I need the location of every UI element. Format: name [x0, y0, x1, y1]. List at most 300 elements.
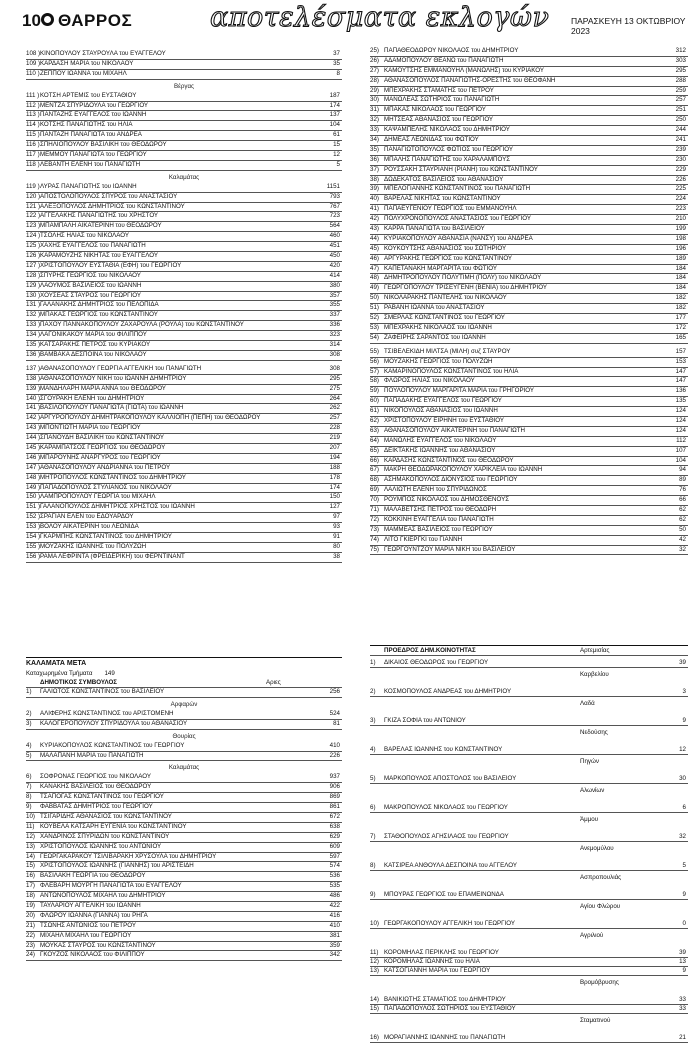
candidate-name: ΠΑΠΑΘΕΟΔΩΡΟΥ ΝΙΚΟΛΑΟΣ του ΔΗΜΗΤΡΙΟΥ — [384, 47, 519, 54]
vote-count: 906 — [329, 783, 340, 791]
candidate-name: ΛΑΓΟΝΙΚΑΚΟΥ ΜΑΡΙΑ του ΦΙΛΙΠΠΟΥ — [40, 331, 147, 339]
rank-number: 28) — [370, 76, 379, 84]
rank-number: 8) — [26, 793, 32, 801]
header-office: ΠΡΟΕΔΡΟΣ ΔΗΜ.ΚΟΙΝΟΤΗΤΑΣ — [384, 647, 476, 654]
candidate-row — [370, 116, 688, 126]
candidate-name: ΜΠΟΥΡΑΣ ΓΕΩΡΓΙΟΣ του ΕΠΑΜΕΙΝΩΝΔΑ — [384, 891, 504, 898]
rank-number: 126 ) — [26, 252, 41, 260]
kalamata-meta-results — [26, 657, 342, 961]
vote-count: 410 — [329, 741, 340, 749]
rank-number: 30) — [370, 96, 379, 104]
candidate-row — [370, 156, 688, 166]
candidate-row — [26, 262, 342, 272]
candidate-name: ΝΙΚΟΛΑΡΑΚΗΣ ΠΑΝΤΕΛΗΣ του ΝΙΚΟΛΑΟΥ — [384, 294, 507, 302]
rank-number: 43) — [370, 225, 379, 233]
vote-count: 13 — [679, 958, 686, 965]
candidate-row — [370, 185, 688, 195]
candidate-name: ΛΙΤΟ ΓΚΙΕΡΓΚΙ του ΓΙΑΝΝΗ — [384, 535, 463, 543]
candidate-row — [370, 87, 688, 97]
candidate-row — [370, 294, 688, 304]
vote-count: 359 — [329, 941, 340, 949]
candidate-name: ΓΑΛΑΝΟΠΟΥΛΟΣ ΔΗΜΗΤΡΙΟΣ ΧΡΗΣΤΟΣ του ΙΩΑΝΝΗ — [40, 503, 195, 511]
candidate-name: ΒΑΡΕΛΑΣ ΙΩΑΝΝΗΣ του ΚΩΝΣΤΑΝΤΙΝΟΥ — [384, 746, 503, 753]
candidate-name: ΧΟΥΣΕΑΣ ΣΤΑΥΡΟΣ του ΓΕΩΡΓΙΟΥ — [40, 291, 141, 299]
candidate-name: ΜΠΑΜΠΑΛΗ ΑΙΚΑΤΕΡΙΝΗ του ΘΕΟΔΩΡΟΥ — [40, 222, 162, 230]
vote-count: 257 — [675, 96, 686, 104]
vote-count: 184 — [675, 264, 686, 272]
rank-number: 7) — [26, 783, 32, 791]
rank-number: 6) — [370, 804, 376, 811]
rank-number: 27) — [370, 66, 379, 74]
candidate-name: ΣΜΕΡΛΑΣ ΚΩΝΣΤΑΝΤΙΝΟΣ του ΓΕΩΡΓΙΟΥ — [384, 314, 505, 322]
candidate-row — [370, 126, 688, 136]
candidate-row — [370, 176, 688, 186]
vote-count: 597 — [329, 852, 340, 860]
rank-number: 148 ) — [26, 473, 41, 481]
vote-count: 104 — [329, 121, 340, 129]
candidate-name: ΣΡΑΓΙΑΝ ΕΛΕΝ του ΕΔΟΥΑΡΔΟΥ — [40, 513, 134, 521]
vote-count: 33 — [679, 1005, 686, 1012]
candidate-row — [370, 437, 688, 447]
candidate-name: ΔΕΙΚΤΑΚΗΣ ΙΩΑΝΝΗΣ του ΑΘΑΝΑΣΙΟΥ — [384, 446, 496, 454]
candidate-name: ΚΟΤΣΗΣ ΠΑΝΑΓΙΩΤΗΣ του ΗΛΙΑ — [40, 121, 133, 129]
vote-count: 244 — [675, 126, 686, 134]
vote-count: 336 — [329, 321, 340, 329]
header-place: Αριες — [266, 679, 281, 686]
vote-count: 303 — [675, 56, 686, 64]
rank-number: 114 ) — [26, 121, 40, 129]
section-title: αποτελέσματα εκλογών — [210, 2, 550, 33]
candidate-row — [26, 341, 342, 351]
candidate-name: ΡΟΥΜΠΟΣ ΝΙΚΟΛΑΟΣ του ΔΗΜΟΣΘΕΝΟΥΣ — [384, 496, 510, 504]
rank-number: 35) — [370, 145, 379, 153]
rank-number: 154 ) — [26, 532, 41, 540]
candidate-name: ΚΑΤΣΙΡΕΑ ΑΝΘΟΥΛΑ ΔΕΣΠΟΙΝΑ του ΑΓΓΕΛΟΥ — [384, 862, 517, 869]
vote-count: 256 — [329, 688, 340, 695]
candidate-name: ΡΑΜΑ ΛΕΦΡΙΝΤΑ (ΦΡΕΙΔΕΡΙΚΗ) του ΦΕΡΝΤΙΝΑΝΤ — [40, 552, 185, 560]
vote-count: 187 — [329, 91, 340, 99]
vote-count: 486 — [329, 892, 340, 900]
vote-count: 312 — [675, 47, 686, 54]
registered-value: 149 — [104, 670, 115, 677]
rank-number: 60) — [370, 397, 379, 405]
rank-number: 29) — [370, 86, 379, 94]
candidate-name: ΒΑΡΕΛΑΣ ΝΙΚΗΤΑΣ του ΚΩΝΣΤΑΝΤΙΝΟΥ — [384, 195, 501, 203]
candidate-name: ΔΗΜΗΤΡΟΠΟΥΛΟΥ ΠΟΛΥΤΙΜΗ (ΠΟΛΥ) του ΝΙΚΟΛΑΟΥ — [384, 274, 542, 282]
candidate-name: ΧΡΙΣΤΟΠΟΥΛΟΥ ΕΙΡΗΝΗ του ΕΥΣΤΑΘΙΟΥ — [384, 416, 505, 424]
candidate-row — [26, 222, 342, 232]
candidate-row — [26, 102, 342, 112]
vote-count: 91 — [333, 532, 340, 540]
candidate-name: ΦΑΒΒΑΤΑΣ ΔΗΜΗΤΡΙΟΣ του ΓΕΩΡΓΙΟΥ — [40, 803, 153, 811]
rank-number: 11) — [370, 949, 379, 956]
candidate-row — [26, 720, 342, 730]
vote-count: 21 — [679, 1034, 686, 1041]
candidate-name: ΜΑΝΩΛΕΑΣ ΣΩΤΗΡΙΟΣ του ΠΑΝΑΓΙΩΤΗ — [384, 96, 500, 104]
candidate-name: ΜΕΝΤΖΑ ΣΠΥΡΙΔΟΥΛΑ του ΓΕΩΡΓΙΟΥ — [40, 101, 149, 109]
candidate-name: ΠΑΝΤΑΖΗ ΠΑΝΑΓΙΩΤΑ του ΑΝΔΡΕΑ — [40, 131, 142, 139]
candidate-name: ΦΛΕΒΑΡΗ ΜΟΥΡΓΗ ΠΑΝΑΓΙΩΤΑ του ΕΥΑΓΓΕΛΟΥ — [40, 882, 182, 890]
candidate-name: ΓΑΛΙΩΤΟΣ ΚΩΝΣΤΑΝΤΙΝΟΣ του ΒΑΣΙΛΕΙΟΥ — [40, 688, 165, 695]
rank-number: 1) — [370, 659, 376, 666]
candidate-name: ΠΑΠΑΔΟΠΟΥΛΟΣ ΣΩΤΗΡΙΟΣ του ΕΥΣΤΑΘΙΟΥ — [384, 1005, 516, 1012]
candidate-row — [26, 484, 342, 494]
candidate-name: ΜΑΛΑΠΑΝΗ ΜΑΡΙΑ του ΠΑΝΑΓΙΩΤΗ — [40, 751, 144, 759]
candidate-row — [26, 232, 342, 242]
place-heading: Νεδούσης — [580, 729, 608, 736]
candidate-row — [26, 843, 342, 853]
vote-count: 93 — [333, 523, 340, 531]
candidate-name: ΓΚΑΡΜΠΗΣ ΚΩΝΣΤΑΝΤΙΝΟΣ του ΔΗΜΗΤΡΙΟΥ — [40, 532, 172, 540]
candidate-name: ΧΑΧΗΣ ΕΥΑΓΓΕΛΟΣ του ΠΑΝΑΓΙΩΤΗ — [40, 242, 146, 250]
candidate-row — [26, 434, 342, 444]
rank-number: 123 ) — [26, 222, 41, 230]
candidate-name: ΧΑΝΔΡΙΝΟΣ ΣΠΥΡΙΔΩΝ του ΚΩΝΣΤΑΝΤΙΝΟΥ — [40, 832, 170, 840]
rank-number: 143 ) — [26, 424, 41, 432]
rank-number: 19) — [26, 902, 35, 910]
vote-count: 89 — [679, 476, 686, 484]
vote-count: 137 — [329, 111, 340, 119]
rank-number: 116 ) — [26, 141, 40, 149]
vote-count: 182 — [675, 304, 686, 312]
candidate-row — [26, 533, 342, 543]
rank-number: 74) — [370, 535, 379, 543]
vote-count: 250 — [675, 116, 686, 124]
rank-number: 59) — [370, 387, 379, 395]
vote-count: 723 — [329, 212, 340, 220]
rank-number: 131 ) — [26, 301, 41, 309]
rank-number: 122 ) — [26, 212, 41, 220]
president-row — [370, 755, 688, 784]
vote-count: 199 — [675, 225, 686, 233]
candidate-row — [26, 365, 342, 375]
rank-number: 15) — [370, 1005, 379, 1012]
vote-count: 416 — [329, 911, 340, 919]
vote-count: 188 — [329, 463, 340, 471]
president-row — [370, 1005, 688, 1014]
president-row — [370, 967, 688, 976]
vote-count: 174 — [329, 101, 340, 109]
vote-count: 12 — [679, 746, 686, 753]
rank-number: 69) — [370, 486, 379, 494]
candidate-name: ΑΡΓΥΡΑΚΗΣ ΓΕΩΡΓΙΟΣ του ΚΩΝΣΤΑΝΤΙΝΟΥ — [384, 254, 513, 262]
vote-count: 288 — [675, 76, 686, 84]
vote-count: 228 — [329, 424, 340, 432]
candidate-row — [26, 783, 342, 793]
candidate-row — [370, 205, 688, 215]
president-row — [370, 958, 688, 967]
rank-number: 140 ) — [26, 394, 41, 402]
vote-count: 5 — [336, 160, 340, 168]
candidate-row — [26, 203, 342, 213]
candidate-row — [26, 688, 342, 698]
candidate-name: ΜΗΤΣΕΑΣ ΑΘΑΝΑΣΙΟΣ του ΓΕΩΡΓΙΟΥ — [384, 116, 494, 124]
candidate-name: ΚΟΣΜΟΠΟΥΛΟΣ ΑΝΔΡΕΑΣ του ΔΗΜΗΤΡΙΟΥ — [384, 688, 512, 695]
rank-number: 10) — [26, 813, 35, 821]
rank-number: 118 ) — [26, 160, 40, 168]
vote-count: 342 — [329, 951, 340, 959]
president-row — [370, 697, 688, 726]
candidate-row — [26, 951, 342, 961]
rank-number: 1) — [26, 688, 32, 695]
vote-count: 295 — [329, 374, 340, 382]
candidate-row — [26, 111, 342, 121]
candidate-name: ΜΠΑΛΗΣ ΠΑΝΑΓΙΩΤΗΣ του ΧΑΡΑΛΑΜΠΟΥΣ — [384, 155, 511, 163]
vote-count: 81 — [333, 719, 340, 727]
candidate-row — [26, 424, 342, 434]
rank-number: 11) — [26, 822, 35, 830]
rank-number: 17) — [26, 882, 35, 890]
candidate-name: ΛΑΛΙΩΤΗ ΕΛΕΝΗ του ΣΠΥΡΙΔΩΝΟΣ — [384, 486, 487, 494]
rank-number: 111 ) — [26, 91, 40, 99]
rank-number: 142 ) — [26, 414, 41, 422]
candidate-row — [370, 255, 688, 265]
candidate-row — [370, 146, 688, 156]
rank-number: 14) — [370, 996, 379, 1003]
rank-number: 139 ) — [26, 384, 41, 392]
candidate-row — [370, 516, 688, 526]
candidate-name: ΑΡΓΥΡΟΠΟΥΛΟΥ ΔΗΜΗΤΡΑΚΟΠΟΥΛΟΥ ΚΑΛΛΙΟΠΗ (ΠΕΠΗ) του ΘΕΟΔΩΡΟΥ — [40, 414, 261, 422]
header-place: Αρτεμισίας — [580, 647, 610, 654]
candidate-row — [370, 284, 688, 294]
vote-count: 147 — [675, 367, 686, 375]
candidate-name: ΑΘΑΝΑΣΟΠΟΥΛΟΥ ΑΙΚΑΤΕΡΙΝΗ του ΠΑΝΑΓΙΩΤΗ — [384, 426, 525, 434]
candidate-name: ΤΣΟΛΗΣ ΗΛΙΑΣ του ΝΙΚΟΛΑΟΥ — [40, 232, 130, 240]
vote-count: 460 — [329, 232, 340, 240]
table-header — [370, 645, 688, 656]
candidate-row — [370, 536, 688, 546]
vote-count: 153 — [675, 357, 686, 365]
vote-count: 226 — [329, 751, 340, 759]
candidate-name: ΚΑΤΣΟΓΙΑΝΝΗ ΜΑΡΙΑ του ΓΕΩΡΓΙΟΥ — [384, 967, 491, 974]
candidate-row — [370, 215, 688, 225]
place-heading: Καλαμάτας — [168, 173, 200, 181]
candidate-name: ΜΟΥΖΑΚΗΣ ΓΕΩΡΓΙΟΣ του ΠΟΛΥΖΩΗ — [384, 357, 493, 365]
candidate-name: ΓΕΩΡΓΑΚΑΡΑΚΟΥ ΤΣΙΛΙΒΑΡΑΚΗ ΧΡΥΣΟΥΛΑ του ΔΗΜΗΤΡΙΟΥ — [40, 852, 217, 860]
rank-number: 108 ) — [26, 50, 41, 57]
vote-count: 174 — [329, 483, 340, 491]
vote-count: 30 — [679, 775, 686, 782]
vote-count: 3 — [682, 688, 686, 695]
vote-count: 66 — [679, 496, 686, 504]
candidate-row — [370, 324, 688, 334]
rank-number: 146 ) — [26, 453, 41, 461]
vote-count: 150 — [329, 493, 340, 501]
candidate-name: ΤΣΙΓΑΡΙΔΗΣ ΑΘΑΝΑΣΙΟΣ του ΚΩΝΣΤΑΝΤΙΝΟΥ — [40, 813, 172, 821]
candidate-row — [26, 892, 342, 902]
rank-number: 121 ) — [26, 202, 41, 210]
rank-number: 16) — [370, 1034, 379, 1041]
candidate-name: ΠΑΠΑΕΥΓΕΝΙΟΥ ΓΕΩΡΓΙΟΣ του ΕΜΜΑΝΟΥΗΛ — [384, 205, 517, 213]
candidate-row — [26, 151, 342, 161]
candidate-name: ΠΟΛΥΧΡΟΝΟΠΟΥΛΟΣ ΑΝΑΣΤΑΣΙΟΣ του ΓΕΩΡΓΙΟΥ — [384, 215, 532, 223]
vote-count: 124 — [675, 426, 686, 434]
vote-count: 182 — [675, 294, 686, 302]
candidate-row — [26, 474, 342, 484]
rank-number: 14) — [26, 852, 35, 860]
candidate-row — [370, 506, 688, 516]
candidate-name: ΡΑΒΑΝΗ ΙΩΑΝΝΑ του ΑΝΑΣΤΑΣΙΟΥ — [384, 304, 485, 312]
place-heading: Άμμου — [580, 816, 599, 823]
candidate-row — [26, 141, 342, 151]
rank-number: 110 ) — [26, 69, 40, 77]
candidate-row — [26, 131, 342, 141]
vote-count: 8 — [336, 69, 340, 77]
rank-number: 155 ) — [26, 542, 41, 550]
candidate-row — [370, 427, 688, 437]
rank-number: 13) — [26, 842, 35, 850]
vote-count: 869 — [329, 793, 340, 801]
rank-number: 151 ) — [26, 503, 41, 511]
candidate-name: ΜΠΕΧΡΑΚΗΣ ΣΤΑΜΑΤΗΣ του ΠΕΤΡΟΥ — [384, 86, 494, 94]
rank-number: 112 ) — [26, 101, 40, 109]
candidate-name: ΠΑΝΑΓΙΩΤΟΠΟΥΛΟΣ ΦΩΤΙΟΣ του ΓΕΩΡΓΙΟΥ — [384, 145, 514, 153]
rank-number: 7) — [370, 833, 376, 840]
rank-number: 120 ) — [26, 192, 41, 200]
vote-count: 223 — [675, 205, 686, 213]
candidate-row — [26, 375, 342, 385]
candidate-row — [370, 397, 688, 407]
vote-count: 257 — [329, 414, 340, 422]
vote-count: 251 — [675, 106, 686, 114]
vote-count: 76 — [679, 486, 686, 494]
vote-count: 33 — [679, 996, 686, 1003]
candidate-name: ΠΑΧΟΥ ΠΑΝΝΑΚΟΠΟΥΛΟΥ ΖΑΧΑΡΟΥΛΑ (ΡΟΥΛΑ) του ΚΩΝΣΤΑΝΤΙΝΟΥ — [40, 321, 244, 329]
rank-number: 53) — [370, 323, 379, 331]
candidate-row — [370, 417, 688, 427]
candidate-row — [370, 334, 688, 344]
place-heading: Ασπροπουλιάς — [580, 874, 622, 881]
rank-number: 48) — [370, 274, 379, 282]
candidate-name: ΚΥΡΙΑΚΟΠΟΥΛΟΣ ΚΩΝΣΤΑΝΤΙΝΟΣ του ΓΕΩΡΓΙΟΥ — [40, 741, 185, 749]
place-heading: Αρφαρών — [170, 700, 198, 708]
candidate-name: ΜΑΜΜΕΑΣ ΒΑΣΙΛΕΙΟΣ του ΓΕΩΡΓΙΟΥ — [384, 525, 493, 533]
candidate-row — [26, 92, 342, 102]
candidate-name: ΤΣΙΒΕΛΕΚΙΔΗ ΜΙΛΤΣΑ (ΜΙΛΗ) συζ ΣΤΑΥΡΟΥ — [384, 347, 511, 355]
rank-number: 18) — [26, 892, 35, 900]
place-heading: Βρομόβρυσης — [580, 979, 619, 986]
vote-count: 184 — [675, 284, 686, 292]
candidate-row — [26, 70, 342, 80]
candidate-name: ΜΠΑΡΟΥΝΗΣ ΑΝΑΡΓΥΡΟΣ του ΓΕΩΡΓΙΟΥ — [40, 453, 161, 461]
candidate-row — [370, 348, 688, 358]
candidate-name: ΜΑΝΔΗΛΑΡΗ ΜΑΡΙΑ ΑΝΝΑ του ΘΕΟΔΩΡΟΥ — [40, 384, 166, 392]
candidate-row — [370, 526, 688, 536]
vote-count: 629 — [329, 832, 340, 840]
vote-count: 147 — [675, 377, 686, 385]
candidate-row — [26, 902, 342, 912]
candidate-name: ΜΑΝΩΛΗΣ ΕΥΑΓΓΕΛΟΣ του ΝΙΚΟΛΑΟΥ — [384, 436, 497, 444]
vote-count: 62 — [679, 505, 686, 513]
vote-count: 262 — [329, 404, 340, 412]
rank-number: 58) — [370, 377, 379, 385]
vote-count: 241 — [675, 136, 686, 144]
candidate-name: ΜΑΛΑΒΕΤΣΗΣ ΠΕΤΡΟΣ του ΘΕΟΔΩΡΗ — [384, 505, 497, 513]
candidate-name: ΝΙΚΟΠΟΥΛΟΣ ΑΘΑΝΑΣΙΟΣ του ΙΩΑΝΝΗ — [384, 407, 498, 415]
vote-count: 15 — [333, 141, 340, 149]
rank-number: 32) — [370, 116, 379, 124]
candidate-row — [26, 444, 342, 454]
vote-count: 165 — [675, 333, 686, 341]
rank-number: 12) — [26, 832, 35, 840]
place-heading: Αγριλιού — [580, 932, 604, 939]
vote-count: 314 — [329, 341, 340, 349]
candidate-row — [26, 121, 342, 131]
vote-count: 107 — [675, 446, 686, 454]
candidate-row — [370, 486, 688, 496]
rank-number: 135 ) — [26, 341, 41, 349]
rank-number: 149 ) — [26, 483, 41, 491]
candidate-name: ΣΠΑΝΟΥΔΗ ΒΑΣΙΛΙΚΗ του ΚΩΝΣΤΑΝΤΙΝΟΥ — [40, 434, 165, 442]
vote-count: 224 — [675, 195, 686, 203]
vote-count: 194 — [329, 453, 340, 461]
candidate-name: ΚΑΡΑΜΟΥΖΗΣ ΝΙΚΗΤΑΣ του ΕΥΑΓΓΕΛΟΥ — [40, 252, 159, 260]
vote-count: 450 — [329, 252, 340, 260]
vote-count: 9 — [682, 891, 686, 898]
rank-number: 55) — [370, 347, 379, 355]
candidate-name: ΚΑΛΟΓΕΡΟΠΟΥΛΟΥ ΣΠΥΡΙΔΟΥΛΑ του ΑΘΑΝΑΣΙΟΥ — [40, 719, 188, 727]
vote-count: 323 — [329, 331, 340, 339]
rank-number: 10) — [370, 920, 379, 927]
left-column-results — [26, 50, 342, 563]
candidate-row — [26, 922, 342, 932]
rank-number: 39) — [370, 185, 379, 193]
president-row — [370, 726, 688, 755]
candidate-name: ΚΑΡΔΑΣΗΣ ΚΩΝΣΤΑΝΤΙΝΟΣ του ΘΕΟΔΩΡΟΥ — [384, 456, 514, 464]
rank-number: 70) — [370, 496, 379, 504]
place-heading: Λαδά — [580, 700, 595, 707]
community-president-results — [370, 645, 688, 1043]
candidate-row — [370, 304, 688, 314]
vote-count: 184 — [675, 274, 686, 282]
place-heading: Ανεμομύλου — [580, 845, 614, 852]
candidate-name: ΑΣΗΜΑΚΟΠΟΥΛΟΣ ΔΙΟΝΥΣΙΟΣ του ΓΕΩΡΓΙΟΥ — [384, 476, 518, 484]
vote-count: 259 — [675, 86, 686, 94]
rank-number: 72) — [370, 515, 379, 523]
rank-number: 2) — [370, 688, 376, 695]
rank-number: 41) — [370, 205, 379, 213]
rank-number: 132 ) — [26, 311, 41, 319]
candidate-row — [26, 464, 342, 474]
candidate-name: ΑΓΓΕΛΑΚΗΣ ΠΑΝΑΓΙΩΤΗΣ του ΧΡΗΣΤΟΥ — [40, 212, 159, 220]
candidate-name: ΚΑΡΔΑΣΗ ΜΑΡΙΑ του ΝΙΚΟΛΑΟΥ — [40, 59, 134, 67]
vote-count: 308 — [329, 350, 340, 358]
president-row — [370, 813, 688, 842]
candidate-row — [370, 358, 688, 368]
rank-number: 5) — [26, 751, 32, 759]
vote-count: 524 — [329, 709, 340, 717]
candidate-name: ΣΠΥΡΗΣ ΓΕΩΡΓΙΟΣ του ΝΙΚΟΛΑΟΥ — [40, 271, 141, 279]
candidate-name: ΠΟΥΛΟΠΟΥΛΟΥ ΜΑΡΓΑΡΙΤΑ ΜΑΡΙΑ του ΓΡΗΓΟΡΙΟΥ — [384, 387, 535, 395]
rank-number: 113 ) — [26, 111, 40, 119]
candidate-row — [26, 311, 342, 321]
rank-number: 65) — [370, 446, 379, 454]
vote-count: 61 — [333, 131, 340, 139]
vote-count: 264 — [329, 394, 340, 402]
rank-number: 124 ) — [26, 232, 41, 240]
rank-number: 9) — [370, 891, 376, 898]
candidate-row — [370, 387, 688, 397]
candidate-row — [26, 321, 342, 331]
newspaper-logo: ΘΑΡΡΟΣ — [58, 11, 133, 30]
candidate-row — [26, 523, 342, 533]
president-row — [370, 929, 688, 958]
vote-count: 239 — [675, 145, 686, 153]
candidate-name: ΔΙΚΑΙΟΣ ΘΕΟΔΩΡΟΣ του ΓΕΩΡΓΙΟΥ — [384, 659, 489, 666]
rank-number: 31) — [370, 106, 379, 114]
candidate-row — [26, 414, 342, 424]
vote-count: 219 — [329, 434, 340, 442]
